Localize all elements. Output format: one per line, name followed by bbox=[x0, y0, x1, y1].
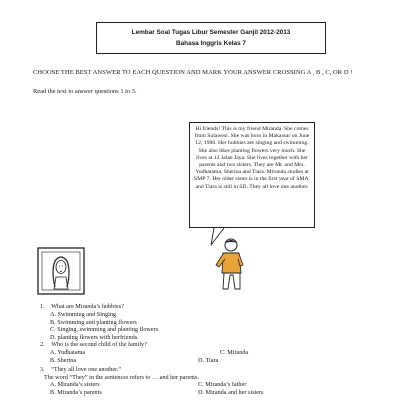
question-3 bbox=[40, 366, 121, 374]
answer-option[interactable]: B. Sherina bbox=[50, 356, 77, 364]
question-number: 3. bbox=[40, 366, 45, 373]
instructions: CHOOSE THE BEST ANSWER TO EACH QUESTION AND MARK YOUR ANSWER CROSSING A , B , C, OR D ! bbox=[33, 69, 353, 76]
question-number: 2. bbox=[40, 341, 45, 348]
question-text: Who is the second child of the family? bbox=[51, 341, 147, 348]
question-text: What are Miranda’s hobbies? bbox=[51, 303, 124, 310]
answer-option[interactable]: D. Miranda and her sisters bbox=[198, 388, 264, 396]
answer-option[interactable]: D. planting flowers with herfriends. bbox=[50, 333, 139, 341]
reading-instruction: Read the text to answer questions 1 to 3. bbox=[33, 88, 137, 95]
question-1 bbox=[40, 303, 124, 311]
question-2 bbox=[40, 341, 147, 349]
answer-option[interactable]: D. Tiara bbox=[198, 356, 219, 364]
question-subtext: The word “They” in the sentences refers to … and her parents. bbox=[44, 373, 199, 381]
answer-option[interactable]: C. Miranda bbox=[220, 349, 249, 356]
answer-option[interactable]: C. Singing, swimming and planting flowers bbox=[50, 326, 159, 333]
answer-option[interactable]: B. Miranda’s parents bbox=[50, 388, 102, 396]
answer-option[interactable]: A. Yudhatama bbox=[50, 349, 86, 356]
picture-frame-illustration bbox=[37, 247, 85, 295]
answer-option[interactable]: A. Swimming and Singing bbox=[50, 311, 117, 318]
answer-option[interactable]: A. Miranda’s sisters bbox=[50, 381, 100, 388]
worksheet-title: Lembar Soal Tugas Libur Semester Ganjil 2012-2013 bbox=[131, 29, 291, 36]
speech-bubble: Hi friends! This is my friend Miranda. She comes from Sulawesi. She was born in Makassar on June 12, 1980. Her hobbies are singing and swimming. She also likes planting flowers very much. She lives at 12 Jalan Jaya. She lives together with her parents and two sisters. They are Mr. and Mrs. Yudhatama, Sherina and Tiara. Miranda studies at SMP 7. Her older sister is in the first year of SMA, and Tiara is still in SD. They all love one another. bbox=[189, 122, 315, 228]
answer-option[interactable]: C. Miranda’s father bbox=[198, 381, 247, 388]
question-number: 1. bbox=[40, 303, 45, 310]
boy-illustration bbox=[212, 237, 252, 293]
worksheet-subtitle: Bahasa Inggris Kelas 7 bbox=[176, 40, 246, 47]
question-text: “They all love one another.” bbox=[51, 366, 122, 373]
answer-option[interactable]: B. Swimming and planting flowers bbox=[50, 318, 137, 326]
